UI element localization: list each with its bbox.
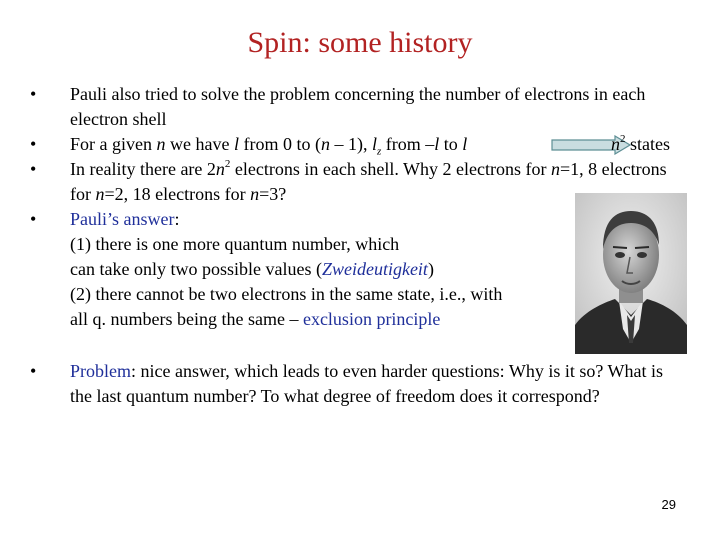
symbol-l: l [434, 134, 440, 154]
text-segment: ) [427, 259, 434, 279]
pauli-portrait [575, 193, 687, 354]
superscript-2: 2 [224, 158, 231, 170]
symbol-n: n [215, 159, 225, 179]
subscript-z: z [376, 145, 382, 158]
paulis-answer-label: Pauli’s answer [70, 209, 175, 229]
text-segment: – 1), [329, 134, 372, 154]
symbol-l: l [233, 134, 239, 154]
text-segment: we have [165, 134, 234, 154]
bullet-item-states [26, 132, 686, 157]
text-segment: For a given [70, 134, 157, 154]
page-number: 29 [661, 497, 676, 512]
symbol-n: n [550, 159, 560, 179]
bullet-item-problem [26, 359, 686, 409]
bullet-marker: • [30, 159, 37, 179]
text-segment: : [174, 209, 180, 229]
symbol-n: n [611, 134, 620, 154]
symbol-n: n [320, 134, 330, 154]
text-segment: can take only two possible values ( [70, 259, 322, 279]
superscript-2: 2 [620, 133, 626, 145]
n-squared-states [611, 132, 670, 157]
bullet-item-pauli-problem [26, 82, 686, 132]
bullet-marker: • [30, 361, 37, 381]
bullet-marker: • [30, 209, 37, 229]
text-segment: =1, 8 electrons for [70, 159, 667, 204]
text-segment: =2, 18 electrons for [104, 184, 251, 204]
answer-line-1: (1) there is one more quantum number, which [70, 234, 400, 254]
answer-line-3: (2) there cannot be two electrons in the same state, i.e., with [70, 284, 503, 304]
slide-title: Spin: some history [247, 26, 473, 59]
zweideutigkeit-term: Zweideutigkeit [321, 259, 428, 279]
text-segment: from – [381, 134, 435, 154]
exclusion-principle-term: exclusion principle [302, 309, 441, 329]
problem-label: Problem [70, 361, 131, 381]
symbol-l: l [462, 134, 468, 154]
text-segment: states [625, 134, 670, 154]
bullet-text: Pauli also tried to solve the problem concerning the number of electrons in each electron shell [70, 84, 646, 129]
text-segment: electrons in each shell. Why 2 electrons for [230, 159, 551, 179]
text-segment: In reality there are 2 [70, 159, 216, 179]
text-segment: : nice answer, which leads to even harder questions: Why is it so? What is the last quantum number? To what degree of freedom does it correspond? [70, 361, 663, 406]
symbol-n: n [250, 184, 260, 204]
text-segment: =3? [259, 184, 287, 204]
text-segment: all q. numbers being the same – [70, 309, 303, 329]
text-segment: to [439, 134, 463, 154]
bullet-marker: • [30, 134, 37, 154]
bullet-marker: • [30, 84, 37, 104]
symbol-n: n [156, 134, 166, 154]
text-segment: from 0 to ( [238, 134, 321, 154]
symbol-lz: l [371, 134, 377, 154]
symbol-n: n [95, 184, 105, 204]
